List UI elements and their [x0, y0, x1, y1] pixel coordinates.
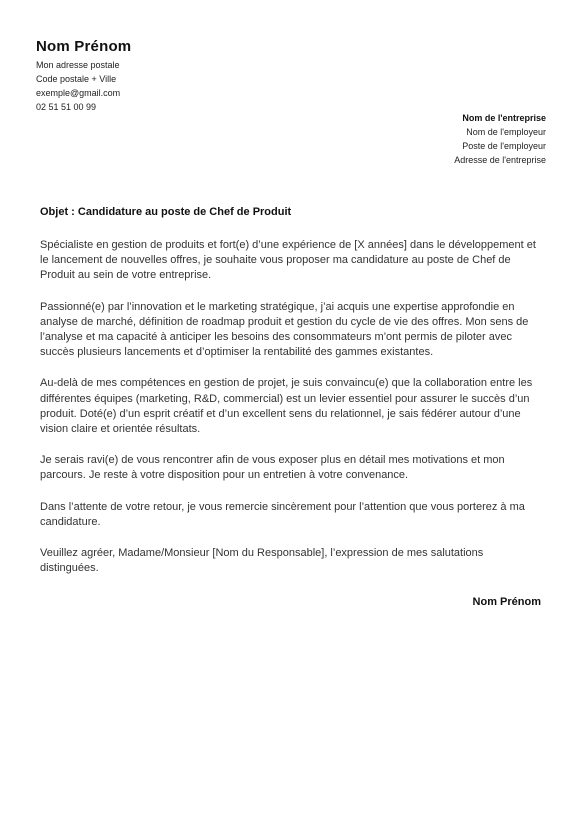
sender-phone: 02 51 51 00 99 [36, 102, 97, 112]
body-paragraph: Spécialiste en gestion de produits et fort(e) d’une expérience de [X années] dans le développement et le lancement de nouvelles offres, je souhaite vous proposer ma candidature au poste de Chef de Produit au sein de votre entreprise. [40, 239, 536, 282]
recipient-company: Nom de l'entreprise [462, 113, 546, 123]
sender-city: Code postale + Ville [36, 74, 117, 84]
body-paragraph: Je serais ravi(e) de vous rencontrer afin de vous exposer plus en détail mes motivations et mon parcours. Je reste à votre disposition pour un entretien à votre convenance. [40, 454, 505, 482]
recipient-employer-position: Poste de l'employeur [462, 141, 546, 151]
body-paragraph: Au-delà de mes compétences en gestion de projet, je suis convaincu(e) que la collaboration entre les différentes équipes (marketing, R&D, commercial) est un levier essentiel pour assurer le succès d’un produit. Doté(e) d’un esprit créatif et d’un excellent sens du relationnel, je sais fédérer autour d’une vision claire et orientée résultats. [40, 377, 533, 436]
recipient-company-address: Adresse de l'entreprise [454, 155, 546, 165]
sender-email: exemple@gmail.com [36, 88, 121, 98]
sender-name: Nom Prénom [36, 38, 132, 55]
signature-name: Nom Prénom [472, 596, 541, 608]
sender-address: Mon adresse postale [36, 60, 120, 70]
recipient-employer-name: Nom de l'employeur [466, 127, 546, 137]
letter-body [40, 238, 543, 592]
sender-block [36, 38, 131, 114]
letter-subject: Objet : Candidature au poste de Chef de Produit [40, 206, 292, 218]
body-paragraph: Dans l’attente de votre retour, je vous remercie sincèrement pour l’attention que vous porterez à ma candidature. [40, 500, 525, 528]
recipient-block [454, 111, 546, 167]
closing-paragraph: Veuillez agréer, Madame/Monsieur [Nom du Responsable], l’expression de mes salutations distinguées. [40, 547, 484, 575]
body-paragraph: Passionné(e) par l’innovation et le marketing stratégique, j’ai acquis une expertise approfondie en analyse de marché, définition de roadmap produit et gestion du cycle de vie des offres. Mon sens de l’analyse et ma capacité à anticiper les besoins des consommateurs m’ont permis de piloter avec succès plusieurs lancements et d’optimiser la rentabilité des gammes existantes. [40, 300, 529, 359]
